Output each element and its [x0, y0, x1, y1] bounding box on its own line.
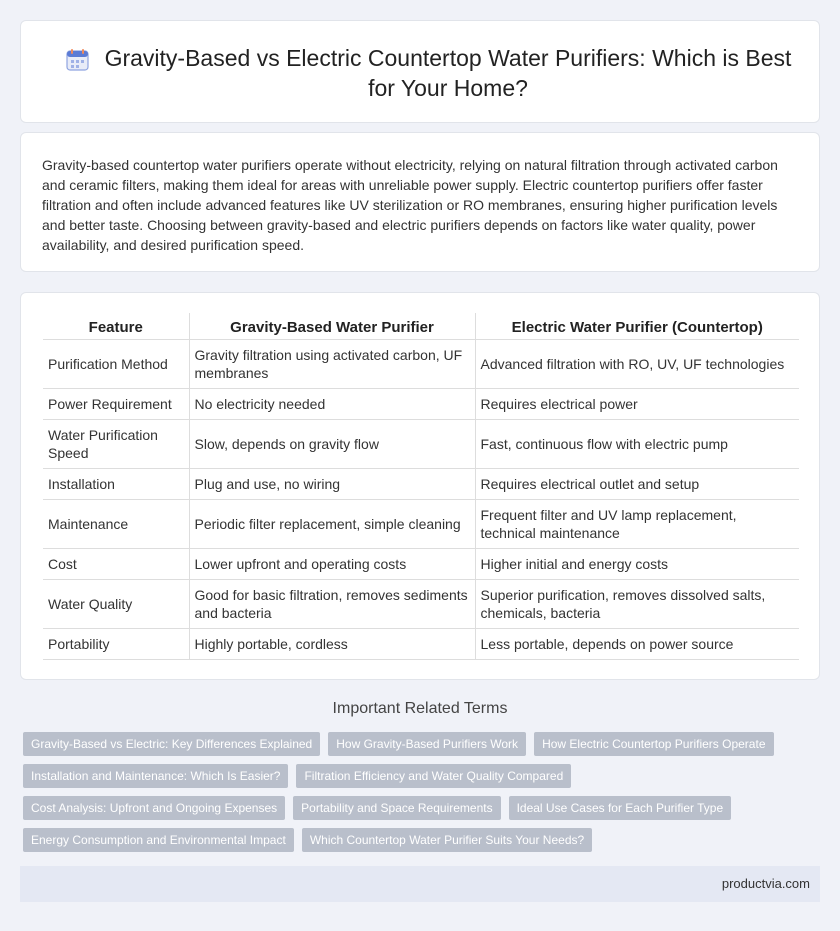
related-term-link[interactable]: Filtration Efficiency and Water Quality Compared — [296, 764, 571, 788]
related-term-link[interactable]: Ideal Use Cases for Each Purifier Type — [509, 796, 732, 820]
table-row — [43, 389, 799, 420]
table-cell: Periodic filter replacement, simple cleaning — [189, 500, 475, 549]
table-cell: Water Quality — [43, 580, 189, 629]
table-row — [43, 629, 799, 660]
column-header: Feature — [43, 313, 189, 340]
table-cell: Water Purification Speed — [43, 420, 189, 469]
table-row — [43, 580, 799, 629]
related-term-link[interactable]: Gravity-Based vs Electric: Key Differences Explained — [23, 732, 320, 756]
table-row — [43, 420, 799, 469]
footer-site-link[interactable]: productvia.com — [721, 876, 810, 891]
related-term-link[interactable]: Portability and Space Requirements — [293, 796, 500, 820]
table-cell: Maintenance — [43, 500, 189, 549]
table-cell: Installation — [43, 469, 189, 500]
related-terms-heading: Important Related Terms — [332, 700, 508, 717]
table-row — [43, 500, 799, 549]
related-term-link[interactable]: How Gravity-Based Purifiers Work — [328, 732, 526, 756]
calendar-icon — [65, 47, 91, 73]
table-cell: Power Requirement — [43, 389, 189, 420]
intro-text: Gravity-based countertop water purifiers operate without electricity, relying on natural filtration through activated carbon and ceramic filters, making them ideal for areas with unreliable power supply. Electric countertop purifiers offer faster filtration and often include advanced features like UV sterilization or RO membranes, ensuring higher purification levels and better taste. Choosing between gravity-based and electric purifiers depends on factors like water quality, power availability, and desired purification speed. — [42, 157, 778, 253]
related-term-link[interactable]: Cost Analysis: Upfront and Ongoing Expenses — [23, 796, 285, 820]
table-cell: Fast, continuous flow with electric pump — [475, 420, 799, 469]
table-cell: Slow, depends on gravity flow — [189, 420, 475, 469]
table-cell: Gravity filtration using activated carbon, UF membranes — [189, 340, 475, 389]
related-term-link[interactable]: Energy Consumption and Environmental Impact — [23, 828, 294, 852]
related-term-link[interactable]: How Electric Countertop Purifiers Operate — [534, 732, 773, 756]
related-term-link[interactable]: Which Countertop Water Purifier Suits Your Needs? — [302, 828, 592, 852]
table-cell: Portability — [43, 629, 189, 660]
comparison-table-card — [20, 292, 820, 680]
comparison-table — [43, 313, 799, 660]
header-card — [20, 20, 820, 123]
intro-card — [20, 132, 820, 272]
table-cell: Cost — [43, 549, 189, 580]
table-row — [43, 469, 799, 500]
table-cell: Plug and use, no wiring — [189, 469, 475, 500]
footer — [20, 866, 820, 902]
table-cell: Purification Method — [43, 340, 189, 389]
related-term-link[interactable]: Installation and Maintenance: Which Is Easier? — [23, 764, 288, 788]
page-title: Gravity-Based vs Electric Countertop Water Purifiers: Which is Best for Your Home? — [104, 45, 792, 101]
table-cell: Good for basic filtration, removes sediments and bacteria — [189, 580, 475, 629]
table-row — [43, 340, 799, 389]
column-header: Electric Water Purifier (Countertop) — [475, 313, 799, 340]
table-row — [43, 549, 799, 580]
table-cell: Less portable, depends on power source — [475, 629, 799, 660]
table-cell: No electricity needed — [189, 389, 475, 420]
table-cell: Superior purification, removes dissolved salts, chemicals, bacteria — [475, 580, 799, 629]
related-terms-list — [23, 732, 823, 860]
column-header: Gravity-Based Water Purifier — [189, 313, 475, 340]
table-header-row — [43, 313, 799, 340]
table-cell: Lower upfront and operating costs — [189, 549, 475, 580]
table-cell: Requires electrical outlet and setup — [475, 469, 799, 500]
table-cell: Highly portable, cordless — [189, 629, 475, 660]
table-cell: Advanced filtration with RO, UV, UF technologies — [475, 340, 799, 389]
table-cell: Frequent filter and UV lamp replacement, technical maintenance — [475, 500, 799, 549]
table-cell: Higher initial and energy costs — [475, 549, 799, 580]
table-cell: Requires electrical power — [475, 389, 799, 420]
